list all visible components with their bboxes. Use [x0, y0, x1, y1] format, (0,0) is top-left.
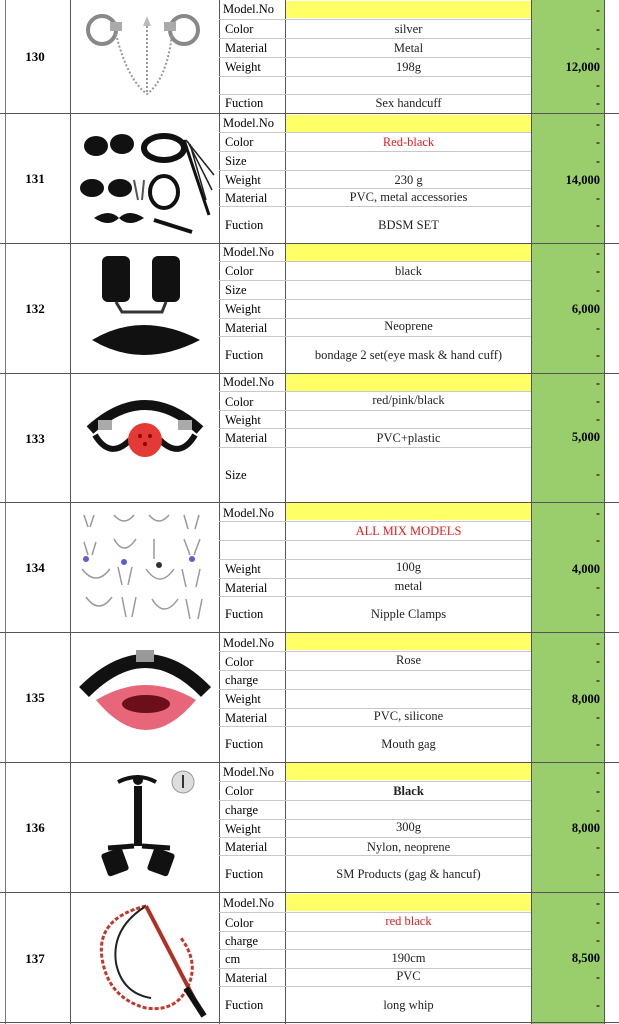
value-material[interactable]: Neoprene	[384, 318, 433, 333]
price-cell[interactable]: -	[596, 347, 600, 362]
grid-line	[219, 336, 531, 337]
label-color: Color	[225, 21, 254, 36]
price-cell[interactable]: -	[596, 764, 600, 779]
grid-line	[0, 632, 619, 633]
grid-line	[219, 651, 531, 652]
price-value[interactable]: 8,000	[571, 820, 600, 835]
grid-line	[219, 410, 531, 411]
label-model-no: Model.No	[223, 245, 275, 259]
grid-line	[219, 38, 531, 39]
label-weight: Weight	[225, 172, 261, 187]
grid-line	[219, 540, 531, 541]
value-function[interactable]: bondage 2 set(eye mask & hand cuff)	[314, 347, 503, 362]
product-number: 134	[25, 559, 45, 575]
price-cell[interactable]: -	[596, 802, 600, 817]
grid-line	[219, 708, 531, 709]
price-cell[interactable]: -	[596, 282, 600, 297]
model-no-cell[interactable]	[286, 1, 531, 18]
product-number: 135	[25, 689, 45, 705]
label-color: Color	[225, 134, 254, 149]
grid-line	[219, 19, 531, 20]
value-material[interactable]: metal	[394, 578, 423, 593]
label-function: Fuction	[225, 607, 264, 621]
value-color[interactable]: Rose	[396, 652, 421, 667]
whip-image	[86, 898, 212, 1020]
model-no-cell[interactable]	[286, 115, 531, 132]
grid-line	[219, 280, 531, 281]
price-cell[interactable]: -	[596, 839, 600, 854]
grid-line	[0, 892, 619, 893]
grid-line	[219, 188, 531, 189]
value-function[interactable]: Sex handcuff	[375, 95, 442, 110]
price-cell[interactable]: -	[596, 2, 600, 17]
nipple-clamps-image	[74, 507, 216, 629]
label-material: Material	[225, 320, 268, 335]
value-color[interactable]: red black	[385, 913, 432, 928]
value-color[interactable]: Red-black	[382, 134, 435, 149]
price-cell[interactable]: -	[596, 653, 600, 668]
grid-line	[219, 931, 531, 932]
price-value[interactable]: 14,000	[565, 172, 600, 187]
label-weight: Weight	[225, 691, 261, 706]
value-weight[interactable]: 230 g	[394, 172, 423, 187]
price-cell[interactable]: -	[596, 932, 600, 947]
label-function: Fuction	[225, 217, 264, 232]
value-color[interactable]: silver	[394, 21, 423, 36]
grid-line	[219, 94, 531, 95]
label-material: Material	[225, 430, 268, 445]
cuffs-and-mask-image	[82, 250, 210, 368]
value-length[interactable]: 190cm	[391, 950, 426, 965]
grid-line	[219, 670, 531, 671]
price-cell[interactable]: -	[596, 95, 600, 110]
product-number: 130	[25, 48, 45, 64]
price-cell[interactable]: -	[596, 217, 600, 232]
label-model-no: Model.No	[223, 2, 275, 16]
price-cell[interactable]: -	[596, 263, 600, 278]
label-color: Color	[225, 654, 254, 669]
label-material: Material	[225, 710, 268, 725]
grid-line	[219, 170, 531, 171]
value-function[interactable]: Nipple Clamps	[370, 607, 447, 621]
label-model-no: Model.No	[223, 375, 275, 389]
value-weight[interactable]: 300g	[396, 819, 421, 834]
label-color: Color	[225, 783, 254, 798]
value-function[interactable]: Mouth gag	[381, 737, 436, 751]
grid-line	[219, 206, 531, 207]
price-cell[interactable]: -	[596, 895, 600, 910]
grid-line	[219, 781, 531, 782]
label-function: Fuction	[225, 997, 264, 1012]
label-material: Material	[225, 40, 268, 55]
value-material[interactable]: Nylon, neoprene	[366, 839, 451, 854]
value-models[interactable]: ALL MIX MODELS	[355, 523, 462, 538]
price-cell[interactable]: -	[596, 607, 600, 621]
grid-line	[219, 596, 531, 597]
grid-line	[219, 912, 531, 913]
grid-line	[285, 0, 286, 1024]
price-cell[interactable]: -	[596, 532, 600, 547]
value-color[interactable]: black	[394, 263, 423, 278]
product-number: 137	[25, 950, 45, 966]
value-weight[interactable]: 198g	[396, 59, 421, 74]
price-cell[interactable]: -	[596, 245, 600, 260]
price-cell[interactable]: -	[596, 320, 600, 335]
model-no-cell[interactable]	[286, 244, 531, 261]
ball-gag-image	[80, 380, 210, 498]
label-length: cm	[225, 951, 241, 966]
model-no-cell[interactable]	[286, 894, 531, 911]
label-material: Material	[225, 839, 268, 854]
label-weight: Weight	[225, 412, 261, 427]
grid-line	[219, 151, 531, 152]
label-function: Fuction	[225, 95, 264, 110]
grid-line	[5, 0, 6, 1024]
label-charge: charge	[225, 933, 259, 948]
grid-line	[219, 578, 531, 579]
label-material: Material	[225, 970, 268, 985]
product-number: 131	[25, 170, 45, 186]
grid-line	[219, 986, 531, 987]
value-function[interactable]: SM Products (gag & hancuf)	[336, 866, 481, 881]
label-weight: Weight	[225, 561, 261, 576]
label-size: Size	[225, 282, 247, 297]
grid-line	[0, 502, 619, 503]
grid-line	[219, 447, 531, 448]
label-charge: charge	[225, 802, 259, 817]
price-value[interactable]: 5,000	[571, 429, 600, 444]
price-value[interactable]: 8,000	[571, 691, 600, 706]
price-cell[interactable]: -	[596, 783, 600, 798]
model-no-cell[interactable]	[286, 374, 531, 391]
grid-line	[219, 76, 531, 77]
label-size: Size	[225, 153, 247, 168]
value-weight[interactable]: 100g	[396, 559, 421, 574]
grid-line	[604, 0, 605, 1024]
price-cell[interactable]: -	[596, 969, 600, 984]
label-color: Color	[225, 394, 254, 409]
grid-line	[219, 689, 531, 690]
grid-line	[219, 968, 531, 969]
grid-line	[219, 559, 531, 560]
value-material[interactable]: Metal	[393, 40, 424, 55]
grid-line	[219, 819, 531, 820]
price-value[interactable]: 8,500	[571, 950, 600, 965]
price-cell[interactable]: -	[596, 21, 600, 36]
gag-harness-image	[98, 766, 210, 890]
price-value[interactable]: 4,000	[571, 561, 600, 576]
price-cell[interactable]: -	[596, 153, 600, 168]
grid-line	[219, 949, 531, 950]
grid-line	[70, 0, 71, 1024]
grid-line	[219, 261, 531, 262]
grid-line	[0, 373, 619, 374]
price-cell[interactable]: -	[596, 914, 600, 929]
value-material[interactable]: PVC, silicone	[373, 708, 444, 723]
label-model-no: Model.No	[223, 505, 275, 520]
price-value[interactable]: 6,000	[571, 301, 600, 316]
grid-line	[531, 0, 532, 1024]
grid-line	[219, 521, 531, 522]
grid-line	[219, 855, 531, 856]
grid-line	[219, 299, 531, 300]
product-number: 132	[25, 300, 45, 316]
product-number: 136	[25, 819, 45, 835]
label-weight: Weight	[225, 301, 261, 316]
grid-line	[219, 391, 531, 392]
label-model-no: Model.No	[223, 635, 275, 650]
bdsm-set-image	[74, 120, 216, 238]
price-cell[interactable]: -	[596, 190, 600, 205]
grid-line	[0, 762, 619, 763]
grid-line	[219, 57, 531, 58]
label-material: Material	[225, 190, 268, 205]
price-cell[interactable]: -	[596, 737, 600, 751]
label-function: Fuction	[225, 347, 264, 362]
grid-line	[0, 243, 619, 244]
grid-line	[219, 800, 531, 801]
price-cell[interactable]: -	[596, 375, 600, 390]
grid-line	[219, 726, 531, 727]
price-cell[interactable]: -	[596, 411, 600, 426]
product-number: 133	[25, 430, 45, 446]
price-cell[interactable]: -	[596, 672, 600, 687]
price-cell[interactable]: -	[596, 997, 600, 1012]
price-cell[interactable]: -	[596, 116, 600, 131]
price-cell[interactable]: -	[596, 709, 600, 724]
value-function[interactable]: BDSM SET	[378, 217, 439, 232]
model-no-cell[interactable]	[286, 503, 531, 520]
label-material: Material	[225, 580, 268, 595]
price-cell[interactable]: -	[596, 467, 600, 481]
price-cell[interactable]: -	[596, 579, 600, 594]
price-cell[interactable]: -	[596, 134, 600, 149]
label-model-no: Model.No	[223, 764, 275, 779]
label-weight: Weight	[225, 821, 261, 836]
label-model-no: Model.No	[223, 116, 275, 130]
value-material[interactable]: PVC, metal accessories	[349, 189, 468, 204]
grid-line	[219, 132, 531, 133]
price-cell[interactable]: -	[596, 866, 600, 881]
label-function: Fuction	[225, 737, 264, 751]
label-size: Size	[225, 467, 247, 482]
price-cell[interactable]: -	[596, 635, 600, 650]
value-material[interactable]: PVC+plastic	[376, 430, 441, 445]
grid-line	[219, 318, 531, 319]
label-function: Fuction	[225, 866, 264, 881]
grid-line	[219, 0, 220, 1024]
price-cell[interactable]: -	[596, 40, 600, 55]
grid-line	[219, 428, 531, 429]
price-cell[interactable]: -	[596, 77, 600, 92]
price-cell[interactable]: -	[596, 505, 600, 520]
grid-line	[0, 113, 619, 114]
grid-line	[0, 1022, 619, 1023]
grid-line	[219, 837, 531, 838]
label-model-no: Model.No	[223, 895, 275, 910]
mouth-gag-image	[76, 640, 214, 756]
value-color[interactable]: red/pink/black	[372, 392, 445, 407]
price-cell[interactable]: -	[596, 393, 600, 408]
value-function[interactable]: long whip	[383, 997, 434, 1012]
price-value[interactable]: 12,000	[565, 59, 600, 74]
label-weight: Weight	[225, 59, 261, 74]
label-color: Color	[225, 915, 254, 930]
handcuffs-image	[72, 4, 217, 110]
label-charge: charge	[225, 672, 259, 687]
model-no-cell[interactable]	[286, 763, 531, 780]
value-color[interactable]: Black	[393, 783, 424, 798]
value-material[interactable]: PVC	[396, 968, 421, 983]
label-color: Color	[225, 263, 254, 278]
model-no-cell[interactable]	[286, 633, 531, 650]
